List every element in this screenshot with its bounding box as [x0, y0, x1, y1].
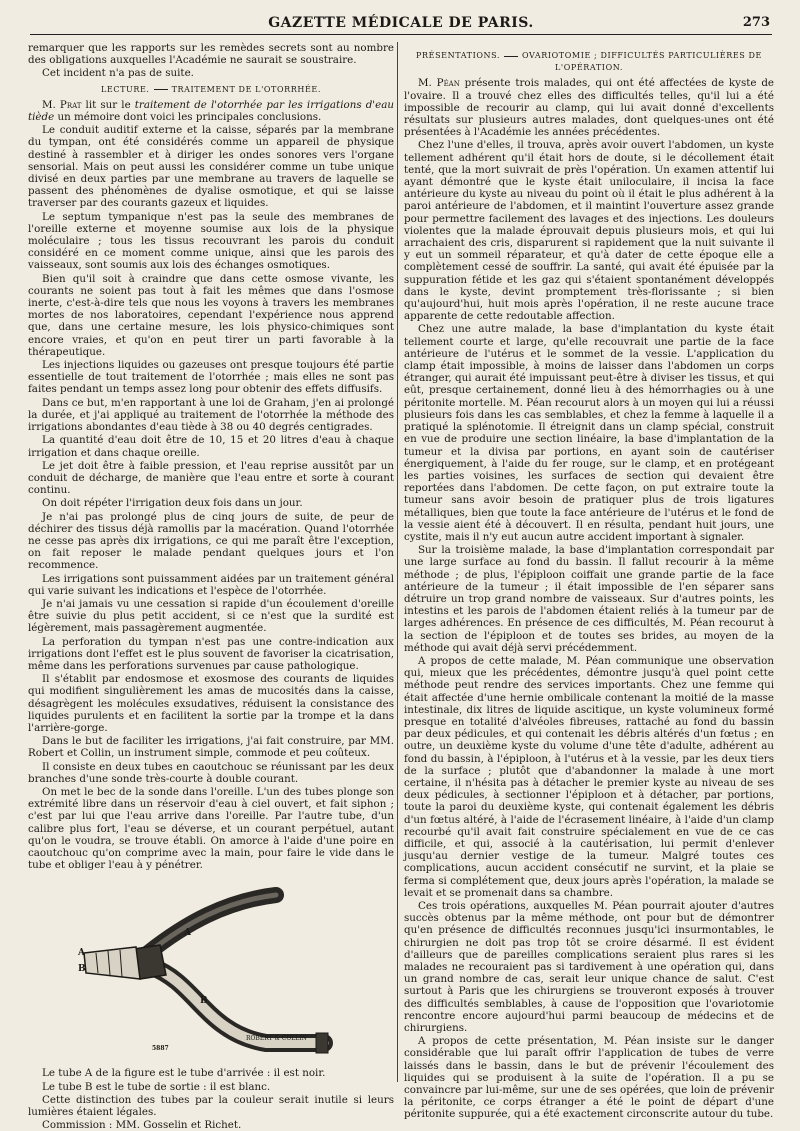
figure-label-b-left: B	[78, 964, 86, 975]
paragraph: Cette distinction des tubes par la couleur serait inutile si leurs lumières étaient légales.	[28, 1093, 394, 1119]
paragraph: Il s'établit par endosmose et exosmose des courants de liquides qui modifient singulièrement les amas de mucosités dans la caisse, désagrègent les molécules exsudatives, réduisent la consistance des liquides purulents et en facilitent la sortie par la trompe et la dans l'arrière-gorge.	[28, 673, 394, 734]
page-number: 273	[742, 15, 770, 30]
author-name: M. Péan	[418, 77, 460, 90]
page-header	[30, 12, 772, 35]
paragraph: Il consiste en deux tubes en caoutchouc se réunissant par les deux branches d'une sonde très-courte à double courant.	[28, 760, 394, 785]
section-title: OVARIOTOMIE ; DIFFICULTÉS PARTICULIÈRES DE L'OPÉRATION.	[522, 51, 762, 73]
section-heading	[28, 84, 394, 96]
commission-line: Commission : MM. Gosselin et Richet.	[42, 1119, 242, 1131]
left-column	[28, 42, 394, 1131]
paragraph: Dans ce but, m'en rapportant à une loi de Graham, j'en ai prolongé la durée, et j'ai appliqué au traitement de l'otorrhée la méthode des irrigations abondantes d'eau tiède à 38 ou 40 degrés centigrades.	[28, 396, 394, 434]
paragraph: On doit répéter l'irrigation deux fois dans un jour.	[42, 497, 303, 510]
section-label: LECTURE.	[101, 84, 150, 94]
paragraph: Les irrigations sont puissamment aidées par un traitement général qui varie suivant les indications et l'espèce de l'otorrhée.	[28, 572, 394, 597]
paragraph: Le conduit auditif externe et la caisse, séparés par la membrane du tympan, ont été considérés comme un appareil de physique destiné à rassembler et à diriger les ondes sonores vers l'organe sensorial. Mais on peut aussi les considérer comme un tube unique divisé en deux parties par une membrane au travers de laquelle se passent des phénomènes de dyalise osmotique, et qui se laisse traverser par des courants gazeux et liquides.	[28, 124, 394, 210]
section-label: PRÉSENTATIONS.	[416, 51, 501, 60]
text-run: présente trois malades, qui ont été affectées de kyste de l'ovaire. Il a trouvé chez elles des difficultés telles, qu'il lui a été impossible de recourir au clamp, qui lui avait donné d'excellents résultats sur plusieurs autres malades, dont quelques-unes ont été présentées à l'Académie les années précédentes.	[404, 77, 774, 139]
dash-separator	[504, 56, 518, 57]
paragraph: A propos de cette malade, M. Péan communique une observation qui, mieux que les précédentes, démontre jusqu'à quel point cette méthode peut rendre des services importants. Chez une femme qui était affectée d'une hernie ombilicale contenant la moitié de la masse intestinale, dix litres de liquide ascitique, un kyste volumineux formé presque en totalité d'alvéoles fibreuses, rattaché au fond du bassin par deux pédicules, et qui contenait les débris altérés d'un fœtus ; en outre, un deuxième kyste du volume d'une tête d'adulte, adhérent au fond du bassin, à l'épiploon, à l'utérus et à la vessie, par les deux tiers de la surface ; plutôt que d'abandonner la malade à une mort certaine, il n'hésita pas à détacher le premier kyste au niveau de ses deux pédicules, à sectionner l'épiploon et à détacher, par portions, toute la paroi du deuxième kyste, qui contenait également les débris d'un fœtus altéré, à l'aide de l'écrasement linéaire, à l'aide d'un clamp recourbé qu'il avait fait construire spécialement en vue de ce cas difficile, et qui, associé à la cautérisation, lui permit d'enlever jusqu'au dernier vestige de la tumeur. Malgré toutes ces complications, aucun accident consécutif ne survint, et la plaie se ferma si complétement que, deux jours après l'opération, la malade se levait et se promenait dans sa chambre.	[404, 654, 774, 899]
text-run: un mémoire dont voici les principales conclusions.	[54, 111, 322, 124]
paragraph: Sur la troisième malade, la base d'implantation correspondait par une large surface au fond du bassin. Il fallut recourir à la même méthode ; de plus, l'épiploon coiffait une grande partie de la face antérieure de la tumeur ; il était impossible de l'en séparer sans détruire un trop grand nombre de vaisseaux. Sur d'autres points, les intestins et les parois de l'abdomen étaient reliés à la tumeur par de larges adhérences. En présence de ces difficultés, M. Péan recourut à la section de l'épiploon et de toutes ses brides, au moyen de la méthode qui avait déjà servi précédemment.	[404, 544, 774, 654]
right-column	[404, 42, 774, 1121]
memoir-title: traitement de l'otorrhée par les irrigations d'eau tiède	[28, 98, 394, 124]
paragraph: Ces trois opérations, auxquelles M. Péan pourrait ajouter d'autres succès obtenus par la même méthode, ont pour but de démontrer qu'en présence de difficultés reconnues jusqu'ici insurmontables, le chirurgien ne doit pas trop tôt se croire désarmé. Il est évident d'ailleurs que de pareilles complications seraient plus rares si les malades ne recouraient pas si tardivement à une opération qui, dans un grand nombre de cas, serait leur unique chance de salut. C'est surtout à Paris que les chirurgiens se trouveront exposés à trouver des difficultés semblables, à cause de l'opposition que l'ovariotomie rencontre encore aujourd'hui parmi beaucoup de médecins et de chirurgiens.	[404, 900, 774, 1035]
double-current-probe-illustration	[56, 883, 356, 1061]
paragraph	[28, 99, 394, 123]
figure-label-b-tube: B	[200, 996, 208, 1007]
paragraph: Le tube B est le tube de sortie : il est blanc.	[42, 1080, 271, 1093]
paragraph: Chez l'une d'elles, il trouva, après avoir ouvert l'abdomen, un kyste tellement adhérent qu'il était hors de doute, si le décollement était tenté, que la mort suivrait de près l'opération. Un examen attentif lui ayant démontré que le kyste était uniloculaire, il incisa la face antérieure du kyste au niveau du point où il était le plus adhérent à la paroi antérieure de l'abdomen, et il maintint l'ouverture assez grande pour permettre facilement des lavages et des injections. Les douleurs violentes que la malade éprouvait depuis plusieurs mois, et qui lui arrachaient des cris, disparurent si rapidement que la nuit suivante il y eut un sommeil réparateur, et qu'à dater de cette époque elle a complètement cessé de souffrir. La santé, qui avait été épuisée par la suppuration fétide et les gaz qui s'étaient spontanément développés dans le kyste, devint promptement très-florissante ; si bien qu'aujourd'hui, huit mois après l'opération, il ne reste aucune trace apparente de cette redoutable affection.	[404, 139, 774, 323]
figure-label-a-left: A	[78, 948, 85, 959]
text-run: lit sur le	[81, 98, 135, 111]
paragraph: Dans le but de faciliter les irrigations, j'ai fait construire, par MM. Robert et Collin, un instrument simple, commode et peu coûteux.	[28, 735, 394, 760]
paragraph: Bien qu'il soit à craindre que dans cette osmose vivante, les courants ne soient pas tout à fait les mêmes que dans l'osmose inerte, c'est-à-dire tels que nous les voyons à travers les membranes mortes de nos laboratoires, cependant l'expérience nous apprend que, dans une certaine mesure, les lois physico-chimiques sont encore vraies, et qu'on en peut tirer un parti favorable à la thérapeutique.	[28, 272, 394, 358]
plate-number: 5887	[152, 1045, 169, 1053]
column-divider	[397, 42, 398, 1082]
irrigation-instrument-figure	[56, 883, 356, 1061]
paragraph: A propos de cette présentation, M. Péan insiste sur le danger considérable que lui paraît offrir l'application de tubes de verre laissés dans le bassin, dans le but de prévenir l'écoulement des liquides qui se produisent à la suite de l'opération. Il a pu se convaincre par lui-même, sur une de ses opérées, que loin de prévenir la péritonite, ce corps étranger a été le point de départ d'une péritonite suppurée, qui a été exactement circonscrite autour du tube.	[404, 1035, 774, 1121]
section-title: TRAITEMENT DE L'OTORRHÉE.	[171, 84, 321, 94]
engraver-mark: ROBERT & COLLIN	[246, 1035, 307, 1043]
paragraph: La perforation du tympan n'est pas une contre-indication aux irrigations dont l'effet est le plus souvent de favoriser la cicatrisation, même dans les perforations survenues par cause pathologique.	[28, 635, 394, 672]
paragraph: Le jet doit être à faible pression, et l'eau reprise aussitôt par un conduit de décharge, de manière que l'eau entre et sorte à courant continu.	[28, 459, 394, 497]
paragraph: On met le bec de la sonde dans l'oreille. L'un des tubes plonge son extrémité libre dans un réservoir d'eau à ciel ouvert, et fait siphon ; c'est par lui que l'eau arrive dans l'oreille. Par l'autre tube, d'un calibre plus fort, l'eau se déverse, et un courant perpétuel, autant qu'on le voudra, se trouve établi. On amorce à l'aide d'une poire en caoutchouc qu'on comprime avec la main, pour faire le vide dans le tube et obliger l'eau à y pénétrer.	[28, 785, 394, 872]
figure-label-a-tube: A	[184, 928, 191, 939]
paragraph: Je n'ai jamais vu une cessation si rapide d'un écoulement d'oreille être suivie du plus petit accident, si ce n'est que la surdité est légèrement, mais passagèrement augmentée.	[28, 597, 394, 635]
author-name: M. Prat	[42, 98, 82, 111]
paragraph: Les injections liquides ou gazeuses ont presque toujours été partie essentielle de tout traitement de l'otorrhée ; mais elles ne sont pas faites pendant un temps assez long pour obtenir des effets diffusifs.	[28, 359, 394, 396]
paragraph: Chez une autre malade, la base d'implantation du kyste était tellement courte et large, qu'elle recouvrait une partie de la face antérieure de l'utérus et le sommet de la vessie. L'application du clamp était impossible, à moins de laisser dans l'abdomen un corps étranger, qui aurait été impuissant peut-être à diviser les tissus, et qui eût, presque certainement, donné lieu à des hémorrhagies ou à une péritonite mortelle. M. Péan recourut alors à un moyen qui lui a réussi plusieurs fois dans les cas semblables, et chez la femme à laquelle il a pratiqué la splénotomie. Il étreignit dans un clamp spécial, construit en vue de produire une section linéaire, la base d'implantation de la tumeur et la divisa par portions, en ayant soin de cautériser énergiquement, à l'aide du fer rouge, sur le clamp, et en protégeant les parties voisines, les surfaces de section qui devaient être reportées dans l'abdomen. De cette façon, on put extraire toute la tumeur sans avoir besoin de pratiquer plus de trois ligatures métalliques, bien que toute la face antérieure de l'utérus et le fond de la vessie aient été à découvert. Il en résulta, pendant huit jours, une cystite, mais il n'y eut aucun autre accident important à signaler.	[404, 323, 774, 543]
section-heading	[404, 50, 774, 74]
paragraph: Je n'ai pas prolongé plus de cinq jours de suite, de peur de déchirer des tissus déjà ramollis par la macération. Quand l'otorrhée ne cesse pas après dix irrigations, ce qui me paraît être l'exception, on fait reposer le malade pendant quelques jours et l'on recommence.	[28, 510, 394, 572]
dash-separator	[154, 89, 168, 90]
paragraph	[404, 77, 774, 138]
journal-title: GAZETTE MÉDICALE DE PARIS.	[268, 15, 534, 31]
paragraph: remarquer que les rapports sur les remèdes secrets sont au nombre des obligations auxquelles l'Académie ne saurait se soustraire.	[28, 42, 394, 67]
paragraph: Cet incident n'a pas de suite.	[42, 67, 194, 80]
paragraph: Le tube A de la figure est le tube d'arrivée : il est noir.	[42, 1067, 326, 1080]
paragraph: Le septum tympanique n'est pas la seule des membranes de l'oreille externe et moyenne soumise aux lois de la physique moléculaire ; tous les tissus recouvrant les parois du conduit considéré en ce moment comme unique, ainsi que les parois des vaisseaux, sont soumis aux lois des échanges osmotiques.	[28, 210, 394, 272]
paragraph: La quantité d'eau doit être de 10, 15 et 20 litres d'eau à chaque irrigation et dans chaque oreille.	[28, 434, 394, 459]
